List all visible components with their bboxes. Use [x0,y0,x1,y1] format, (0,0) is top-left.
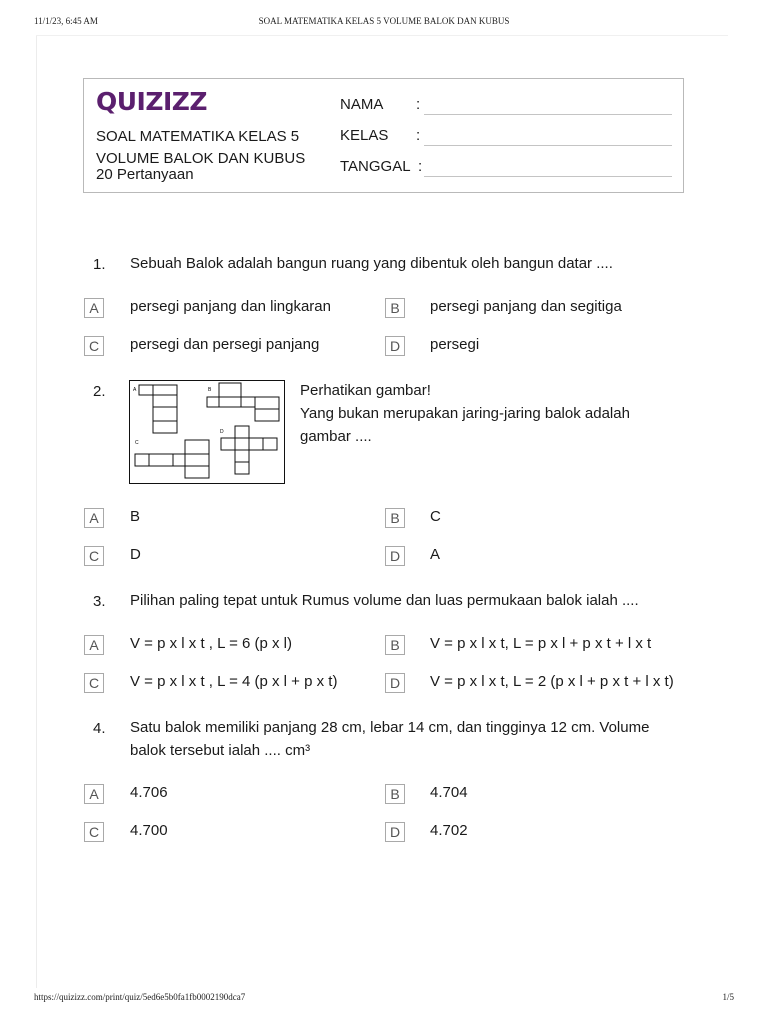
class-colon: : [416,127,421,144]
figure-label-d: D [220,429,224,435]
option-letter-a[interactable]: A [84,784,104,804]
quiz-title-line2: VOLUME BALOK DAN KUBUS [96,150,306,167]
question-text-line2: balok tersebut ialah .... cm³ [130,742,311,759]
date-line [424,176,672,177]
question-text-line3: gambar .... [300,428,372,445]
option-letter-a[interactable]: A [84,635,104,655]
option-text: B [130,508,141,525]
option-text: 4.704 [430,784,468,801]
question-text [130,716,670,762]
option-letter-c[interactable]: C [84,822,104,842]
option-letter-d[interactable]: D [385,336,405,356]
option-text: V = p x l x t , L = 6 (p x l) [130,635,293,652]
quiz-title-line1: SOAL MATEMATIKA KELAS 5 [96,128,300,145]
option-letter-d[interactable]: D [385,822,405,842]
quizizz-logo: QUIZIZZ [96,87,208,116]
question-text: Sebuah Balok adalah bangun ruang yang dibentuk oleh bangun datar .... [130,255,613,272]
option-text: persegi panjang dan lingkaran [130,298,331,315]
question-text: Pilihan paling tepat untuk Rumus volume dan luas permukaan balok ialah .... [130,592,639,609]
question-text-line2: Yang bukan merupakan jaring-jaring balok adalah [300,405,630,422]
option-letter-c[interactable]: C [84,336,104,356]
option-text: C [430,508,441,525]
date-colon: : [418,158,423,175]
name-label: NAMA [340,96,384,113]
option-letter-c[interactable]: C [84,546,104,566]
option-text: 4.706 [130,784,168,801]
option-text: persegi dan persegi panjang [130,336,320,353]
option-letter-b[interactable]: B [385,298,405,318]
class-label: KELAS [340,127,389,144]
question-number: 3. [93,593,106,610]
question-number: 2. [93,383,106,400]
page-edge-left [36,36,37,988]
option-text: persegi panjang dan segitiga [430,298,622,315]
question-count: 20 Pertanyaan [96,166,194,183]
option-text: persegi [430,336,480,353]
print-title: SOAL MATEMATIKA KELAS 5 VOLUME BALOK DAN KUBUS [258,16,510,26]
print-date: 11/1/23, 6:45 AM [34,16,98,26]
figure-label-a: A [133,387,137,393]
question-text-line1: Satu balok memiliki panjang 28 cm, lebar 14 cm, dan tingginya 12 cm. Volume [130,719,650,736]
quiz-title [96,126,336,170]
quiz-header-box [83,78,684,193]
name-colon: : [416,96,421,113]
option-letter-d[interactable]: D [385,673,405,693]
class-line [424,145,672,146]
question-number: 4. [93,720,106,737]
option-letter-b[interactable]: B [385,508,405,528]
page-edge-top [36,35,728,36]
option-letter-b[interactable]: B [385,784,405,804]
question-text [300,379,670,448]
cuboid-nets-figure [129,380,285,484]
option-text: V = p x l x t , L = 4 (p x l + p x t) [130,673,338,690]
option-text: D [130,546,141,563]
option-letter-b[interactable]: B [385,635,405,655]
print-url[interactable]: https://quizizz.com/print/quiz/5ed6e5b0fa1fb0002190dca7 [34,992,246,1002]
page-number: 1/5 [722,992,734,1002]
option-text: V = p x l x t, L = 2 (p x l + p x t + l x t) [430,673,674,690]
question-text-line1: Perhatikan gambar! [300,382,431,399]
figure-label-c: C [135,440,139,446]
option-letter-c[interactable]: C [84,673,104,693]
print-header [34,16,734,30]
option-letter-a[interactable]: A [84,298,104,318]
option-letter-a[interactable]: A [84,508,104,528]
question-number: 1. [93,256,106,273]
option-text: A [430,546,441,563]
figure-label-b: B [208,387,212,393]
option-text: 4.700 [130,822,168,839]
option-letter-d[interactable]: D [385,546,405,566]
name-line [424,114,672,115]
date-label: TANGGAL [340,158,411,175]
print-footer [34,992,734,1006]
option-text: V = p x l x t, L = p x l + p x t + l x t [430,635,652,652]
option-text: 4.702 [430,822,468,839]
